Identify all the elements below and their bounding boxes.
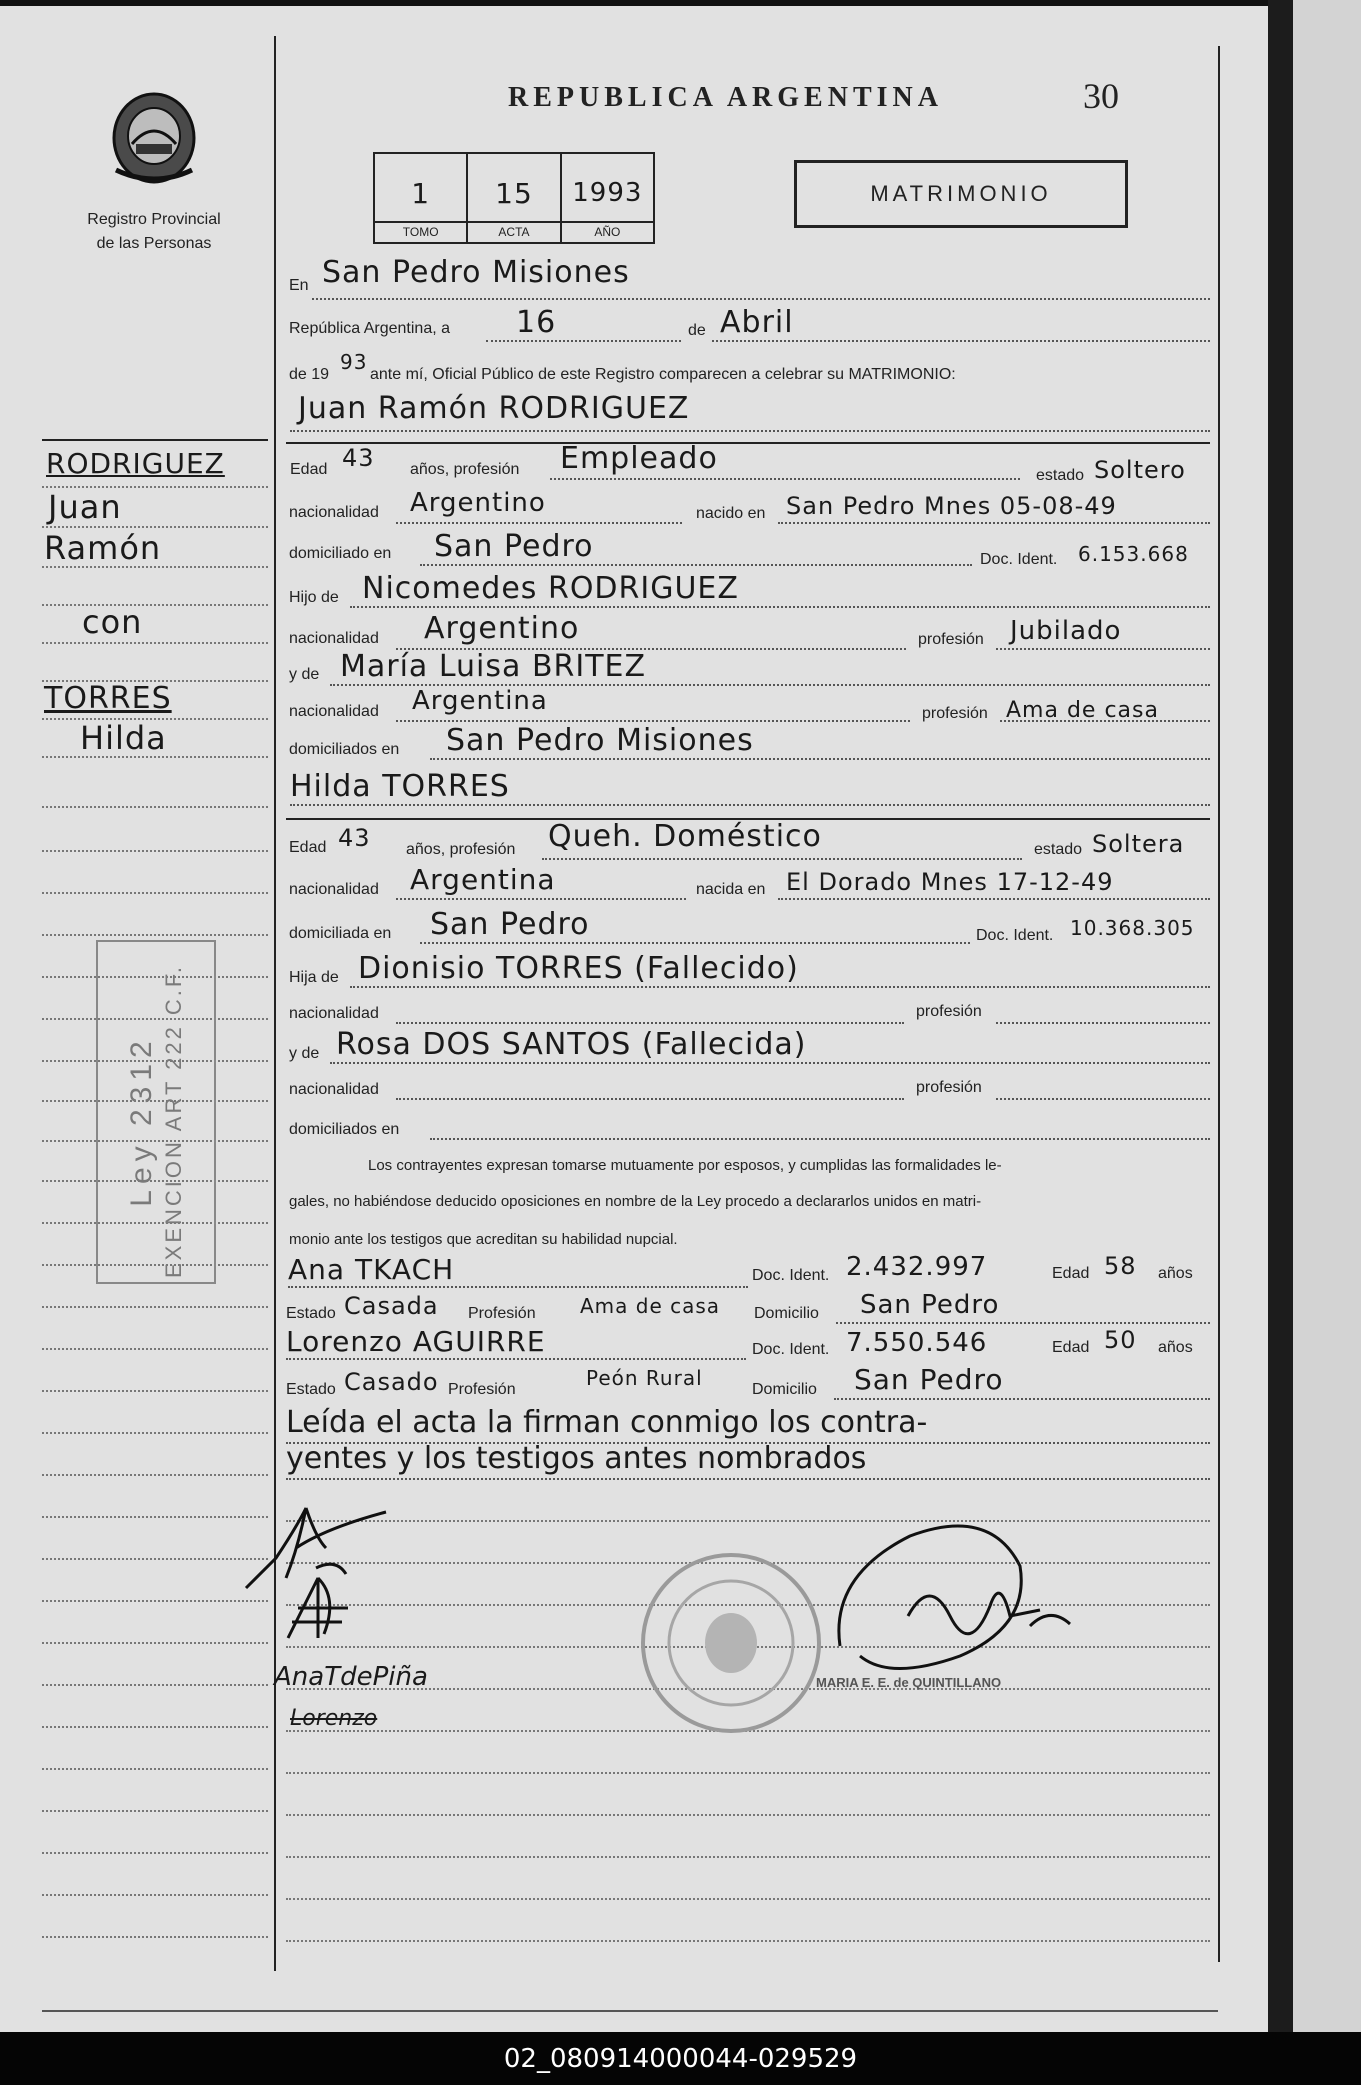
page-number: 30 <box>1083 76 1119 116</box>
witness1-profesion-label: Profesión <box>468 1305 536 1322</box>
groom-name-line <box>290 430 1210 432</box>
groom-age: 43 <box>342 444 375 472</box>
bride-doc-number: 10.368.305 <box>1070 916 1195 940</box>
groom-parents-domicile: San Pedro Misiones <box>446 723 754 758</box>
groom-father-profession: Jubilado <box>1010 616 1122 646</box>
bride-nacionalidad-label: nacionalidad <box>289 881 379 898</box>
witness2-name-line <box>286 1358 746 1360</box>
stamp-line-2: EXENCION ART 222 C.F. <box>161 963 186 1279</box>
witness2-edad-label: Edad <box>1052 1339 1090 1356</box>
bride-domicile: San Pedro <box>430 907 590 942</box>
witness2-signature: Lorenzo <box>290 1706 378 1731</box>
bride-father-nat-label: nacionalidad <box>289 1005 379 1022</box>
bride-profession-line <box>542 858 1022 860</box>
file-id: 02_080914000044-029529 <box>503 2043 858 2074</box>
bride-father-prof-line <box>996 1022 1210 1024</box>
groom-mother-prof-label: profesión <box>922 705 988 722</box>
witness1-anos-label: años <box>1158 1265 1193 1282</box>
groom-birth-line <box>778 522 1210 524</box>
closing-line-1: Leída el acta la firman conmigo los contra- <box>286 1405 928 1440</box>
acta-label: ACTA <box>468 221 559 238</box>
bride-name: Hilda TORRES <box>290 769 510 804</box>
groom-doc-label: Doc. Ident. <box>980 551 1058 568</box>
bride-mother-line <box>330 1062 1210 1064</box>
acta-cell <box>468 154 561 242</box>
margin-surname-2: TORRES <box>44 681 172 716</box>
de-label: de <box>688 322 706 339</box>
witness1-edad-label: Edad <box>1052 1265 1090 1282</box>
tomo-cell <box>375 154 468 242</box>
bride-nationality-line <box>396 898 686 900</box>
witness1-name: Ana TKACH <box>288 1253 455 1286</box>
closing-line-2-rule <box>286 1478 1210 1480</box>
witness1-estado: Casada <box>344 1292 439 1320</box>
groom-birth: San Pedro Mnes 05-08-49 <box>786 492 1117 520</box>
witness2-doc-label: Doc. Ident. <box>752 1341 830 1358</box>
tomo-label: TOMO <box>375 221 466 238</box>
witness2-name: Lorenzo AGUIRRE <box>286 1325 546 1358</box>
witness1-signature: AnaTdePiña <box>274 1662 428 1692</box>
bride-father-line <box>350 986 1210 988</box>
margin-connector: con <box>82 603 143 641</box>
bride-mother-prof-line <box>996 1098 1210 1100</box>
margin-top-rule <box>42 439 268 441</box>
witness2-profession: Peón Rural <box>586 1366 703 1390</box>
groom-section-rule <box>286 442 1210 444</box>
bride-name-line <box>290 804 1210 806</box>
stamp-line-1: Ley 2312 <box>125 1035 158 1207</box>
groom-mother-profession: Ama de casa <box>1006 698 1159 723</box>
coat-of-arms-icon <box>106 88 202 188</box>
country-title: REPUBLICA ARGENTINA <box>508 82 943 113</box>
bride-mother: Rosa DOS SANTOS (Fallecida) <box>336 1027 807 1062</box>
file-id-footer <box>0 2032 1361 2085</box>
registry-name: Registro Provincial <box>87 211 221 228</box>
bride-mother-nat-label: nacionalidad <box>289 1081 379 1098</box>
groom-nationality-line <box>396 522 682 524</box>
anio-cell <box>562 154 653 242</box>
bride-hija-label: Hija de <box>289 969 339 986</box>
margin-surname: RODRIGUEZ <box>46 447 225 480</box>
groom-father-line <box>350 606 1210 608</box>
witness1-domicile-line <box>836 1322 1210 1324</box>
margin-second-name: Ramón <box>44 529 162 567</box>
declaration-line-1: Los contrayentes expresan tomarse mutuamente por esposos, y cumplidas las formalidades le- <box>368 1157 1002 1174</box>
place-line <box>312 298 1210 300</box>
official-signature <box>820 1506 1080 1696</box>
margin-first-name-2: Hilda <box>80 719 167 757</box>
marriage-month: Abril <box>720 305 794 340</box>
bride-profession: Queh. Doméstico <box>548 819 822 854</box>
bride-signature <box>278 1568 358 1648</box>
bride-parents-dom-line <box>430 1138 1210 1140</box>
groom-anos-label: años, profesión <box>410 461 520 478</box>
anio-value: 1993 <box>572 178 643 208</box>
declaration-line-3: monio ante los testigos que acreditan su habilidad nupcial. <box>289 1231 678 1248</box>
bride-father: Dionisio TORRES (Fallecido) <box>358 951 799 986</box>
groom-domicile: San Pedro <box>434 529 594 564</box>
margin-first-name: Juan <box>48 488 122 526</box>
groom-hijo-label: Hijo de <box>289 589 339 606</box>
groom-parents-dom-line <box>430 758 1210 760</box>
witness1-doc-label: Doc. Ident. <box>752 1267 830 1284</box>
witness2-domicilio-label: Domicilio <box>752 1381 817 1398</box>
right-border <box>1218 46 1220 1962</box>
anio-label: AÑO <box>562 221 653 238</box>
en-label: En <box>289 277 309 294</box>
bride-nationality: Argentina <box>410 863 556 896</box>
marriage-place: San Pedro Misiones <box>322 255 630 290</box>
witness1-name-line <box>288 1286 748 1288</box>
groom-mother-nationality: Argentina <box>412 686 548 716</box>
official-seal <box>636 1548 826 1738</box>
marriage-year: 93 <box>340 350 368 374</box>
bride-parents-dom-label: domiciliados en <box>289 1121 400 1138</box>
witness2-age: 50 <box>1104 1326 1137 1354</box>
tomo-value: 1 <box>411 177 431 210</box>
bride-father-prof-label: profesión <box>916 1003 982 1020</box>
bride-domiciliada-label: domiciliada en <box>289 925 392 942</box>
witness1-doc-number: 2.432.997 <box>846 1252 988 1282</box>
closing-line-2: yentes y los testigos antes nombrados <box>286 1441 867 1476</box>
groom-profession: Empleado <box>560 441 718 476</box>
volume-box <box>373 152 655 244</box>
witness1-profession: Ama de casa <box>580 1294 721 1318</box>
doc-type-box <box>794 160 1128 228</box>
bride-mother-nat-line <box>396 1098 904 1100</box>
republica-label: República Argentina, a <box>289 320 450 337</box>
witness1-age: 58 <box>1104 1252 1137 1280</box>
groom-domicile-line <box>420 564 972 566</box>
groom-father: Nicomedes RODRIGUEZ <box>362 571 739 606</box>
witness2-profesion-label: Profesión <box>448 1381 516 1398</box>
registry-name-2: de las Personas <box>96 235 212 252</box>
bride-anos-label: años, profesión <box>406 841 516 858</box>
groom-domiciliado-label: domiciliado en <box>289 545 392 562</box>
groom-nationality: Argentino <box>410 488 546 518</box>
groom-mother-nat-label: nacionalidad <box>289 703 379 720</box>
bride-domicile-line <box>420 942 970 944</box>
groom-father-nat-label: nacionalidad <box>289 630 379 647</box>
bride-doc-label: Doc. Ident. <box>976 927 1054 944</box>
day-line <box>486 340 681 342</box>
groom-mother-nat-line <box>396 720 910 722</box>
groom-father-prof-line <box>996 648 1210 650</box>
acta-value: 15 <box>495 177 533 210</box>
official-name-stamp: MARIA E. E. de QUINTILLANO <box>816 1675 1002 1690</box>
bride-birth: El Dorado Mnes 17-12-49 <box>786 868 1114 896</box>
declaration-line-2: gales, no habiéndose deducido oposiciones en nombre de la Ley procedo a declararlos unidos en matri- <box>289 1193 982 1210</box>
witness1-domicilio-label: Domicilio <box>754 1305 819 1322</box>
groom-doc-number: 6.153.668 <box>1078 542 1189 566</box>
witness2-estado: Casado <box>344 1368 439 1396</box>
groom-parents-dom-label: domiciliados en <box>289 741 400 758</box>
month-line <box>712 340 1210 342</box>
groom-father-nationality: Argentino <box>424 611 580 646</box>
bride-edad-label: Edad <box>289 839 327 856</box>
groom-yde-label: y de <box>289 666 320 683</box>
witness2-domicile-line <box>834 1398 1210 1400</box>
groom-name: Juan Ramón RODRIGUEZ <box>298 391 690 426</box>
page-bottom-rule <box>42 2010 1218 2012</box>
groom-estado-label: estado <box>1036 467 1085 484</box>
bride-estado: Soltera <box>1092 830 1185 858</box>
groom-father-prof-label: profesión <box>918 631 984 648</box>
bride-estado-label: estado <box>1034 841 1083 858</box>
witness2-domicile: San Pedro <box>854 1363 1004 1396</box>
witness2-anos-label: años <box>1158 1339 1193 1356</box>
witness2-estado-label: Estado <box>286 1381 336 1398</box>
bride-age: 43 <box>338 824 371 852</box>
groom-mother: María Luisa BRITEZ <box>340 649 647 684</box>
bride-yde-label: y de <box>289 1045 320 1062</box>
exemption-stamp <box>96 940 216 1284</box>
groom-profession-line <box>550 478 1020 480</box>
witness1-estado-label: Estado <box>286 1305 336 1322</box>
year-prefix: de 19 <box>289 366 330 383</box>
bride-mother-prof-label: profesión <box>916 1079 982 1096</box>
bride-birth-line <box>778 898 1210 900</box>
book-edge <box>1293 0 1361 2032</box>
marriage-day: 16 <box>516 305 557 340</box>
groom-edad-label: Edad <box>290 461 328 478</box>
witness1-domicile: San Pedro <box>860 1290 1000 1320</box>
doc-type: MATRIMONIO <box>870 181 1052 206</box>
groom-nacionalidad-label: nacionalidad <box>289 504 379 521</box>
bride-nacida-label: nacida en <box>696 881 766 898</box>
groom-estado: Soltero <box>1094 456 1186 484</box>
statement-text: ante mí, Oficial Público de este Registro comparecen a celebrar su MATRIMONIO: <box>370 366 956 383</box>
groom-nacido-label: nacido en <box>696 505 766 522</box>
witness2-doc-number: 7.550.546 <box>846 1328 988 1358</box>
book-binding <box>1268 0 1293 2032</box>
bride-father-nat-line <box>396 1022 904 1024</box>
